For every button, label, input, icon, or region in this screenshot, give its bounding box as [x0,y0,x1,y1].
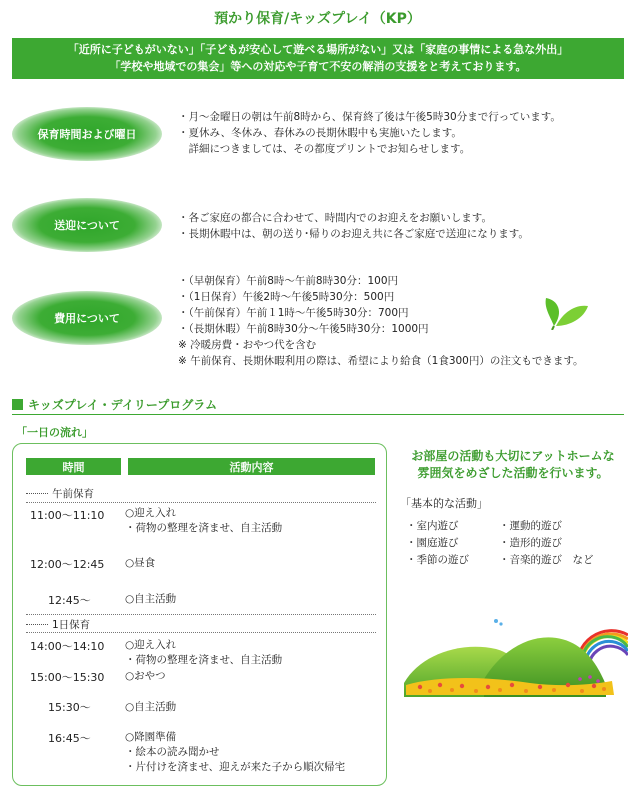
daily-flow-label: 「一日の流れ」 [16,426,93,439]
schedule-time: 16:45～ [48,732,91,745]
dotted-leader [26,493,48,494]
activity-line: ○迎え入れ [125,639,177,651]
transport-details [178,210,529,242]
activity-intro-line: 雰囲気をめざした活動を行います。 [417,466,609,480]
activity-line: ・荷物の整理を済ませ、自主活動 [125,654,283,666]
hours-line: ・月～金曜日の朝は午前8時から、保育終了後は午後5時30分まで行っています。 [178,111,561,123]
activity-line: ・片付けを済ませ、迎えが来た子から順次帰宅 [125,761,346,773]
transport-line: ・長期休暇中は、朝の送り･帰りのお迎え共に各ご家庭で送迎になります。 [178,228,529,240]
morning-care-text: 午前保育 [52,488,94,500]
time-column-header: 時間 [26,458,121,475]
fullday-care-text: 1日保育 [52,619,91,631]
activity-intro [398,448,628,482]
hills-rainbow-illustration [400,615,628,697]
activity-line: ○自主活動 [125,701,177,713]
schedule-activity [125,669,166,684]
fee-details [178,273,584,369]
activity-line: ○昼食 [125,557,156,569]
hours-badge [12,107,162,161]
transport-badge-label: 送迎について [54,219,120,232]
transport-line: ・各ご家庭の都合に合わせて、時間内でのお迎えをお願いします。 [178,212,492,224]
hours-line: 詳細につきましては、その都度プリントでお知らせします。 [178,143,471,155]
intro-line-2: 「学校や地域での集会」等への対応や子育て不安の解消の支援をと考えております。 [109,60,527,73]
activity-line: ・荷物の整理を済ませ、自主活動 [125,522,283,534]
fee-line: ※ 冷暖房費・おやつ代を含む [178,339,317,351]
program-heading [12,396,217,413]
activity-intro-line: お部屋の活動も大切にアットホームな [411,449,615,463]
schedule-time: 12:00～12:45 [30,558,105,571]
fee-line: ・（1日保育）午後2時～午後5時30分：500円 [178,291,395,303]
basic-activities-list [406,518,609,569]
fee-line: ・（午前保育）午前１1時～午後5時30分：700円 [178,307,409,319]
hours-details [178,109,561,157]
activity-item: ・音楽的遊び など [499,554,594,566]
fullday-care-label [26,617,90,632]
activity-item: ・運動的遊び [499,520,562,532]
dotted-divider [26,632,376,633]
dotted-leader [26,624,48,625]
schedule-time: 12:45～ [48,594,91,607]
activity-line: ○おやつ [125,670,166,682]
square-bullet-icon [12,399,23,410]
schedule-time: 15:00～15:30 [30,671,105,684]
basic-activities-label: 「基本的な活動」 [400,497,488,510]
hours-badge-label: 保育時間および曜日 [37,128,137,141]
activity-line: ・絵本の読み聞かせ [125,746,220,758]
hours-line: ・夏休み、冬休み、春休みの長期休暇中も実施いたします。 [178,127,462,139]
schedule-time: 14:00～14:10 [30,640,105,653]
activity-item: ・造形的遊び [499,537,562,549]
schedule-activity [125,506,282,536]
morning-care-label [26,486,94,501]
intro-line-1: 「近所に子どもがいない」「子どもが安心して遊べる場所がない」又は「家庭の事情による急な外出」 [67,43,569,56]
schedule-activity [125,638,282,668]
dotted-divider [26,614,376,615]
transport-badge [12,198,162,252]
fee-badge-label: 費用について [54,312,120,325]
activity-line: ○迎え入れ [125,507,177,519]
intro-banner [12,38,624,79]
activity-item: ・室内遊び [406,520,459,532]
schedule-activity [125,730,345,775]
activity-item: ・季節の遊び [406,554,469,566]
page-title: 預かり保育/キッズプレイ（KP） [214,11,421,27]
activity-line: ○降園準備 [125,731,177,743]
fee-badge [12,291,162,345]
heading-divider [12,414,624,415]
fee-line: ・（長期休暇）午前8時30分～午後5時30分：1000円 [178,323,429,335]
program-heading-text: キッズプレイ・デイリープログラム [28,398,218,412]
schedule-time: 11:00～11:10 [30,509,105,522]
activity-column-header: 活動内容 [128,458,375,475]
fee-line: ・（早朝保育）午前8時～午前8時30分：100円 [178,275,399,287]
leaf-icon [540,286,590,330]
schedule-time: 15:30～ [48,701,91,714]
fee-line: ※ 午前保育、長期休暇利用の際は、希望により給食（1食300円）の注文もできます。 [178,355,584,367]
activity-item: ・園庭遊び [406,537,459,549]
schedule-activity [125,556,155,571]
schedule-activity [125,700,176,715]
schedule-activity [125,592,176,607]
activity-line: ○自主活動 [125,593,177,605]
dotted-divider [26,502,376,503]
